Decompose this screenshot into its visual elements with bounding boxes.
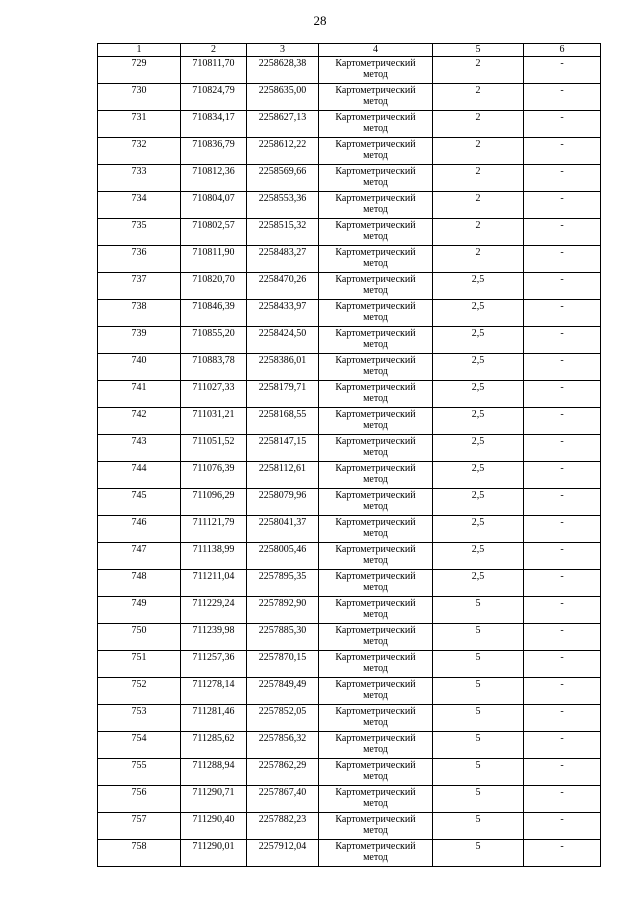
column-header: 3 <box>247 44 319 57</box>
method-line-1: Картометрический <box>335 220 416 231</box>
method-line-2: метод <box>363 177 388 188</box>
method-line-2: метод <box>363 474 388 485</box>
method-line-1: Картометрический <box>335 436 416 447</box>
point-number-cell: 749 <box>98 597 181 624</box>
method-line-1: Картометрический <box>335 733 416 744</box>
table-row <box>98 219 601 246</box>
point-number-cell: 731 <box>98 111 181 138</box>
point-number-cell: 747 <box>98 543 181 570</box>
point-number-cell: 750 <box>98 624 181 651</box>
accuracy-cell: 5 <box>433 840 524 867</box>
coordinate-y-cell: 2257885,30 <box>247 624 319 651</box>
method-line-1: Картометрический <box>335 652 416 663</box>
coordinate-y-cell: 2258005,46 <box>247 543 319 570</box>
method-cell <box>319 381 433 408</box>
coordinate-x-cell: 710804,07 <box>181 192 247 219</box>
accuracy-cell: 2 <box>433 138 524 165</box>
table-row <box>98 840 601 867</box>
coordinate-y-cell: 2258079,96 <box>247 489 319 516</box>
point-number-cell: 753 <box>98 705 181 732</box>
method-line-1: Картометрический <box>335 166 416 177</box>
coordinate-y-cell: 2258553,36 <box>247 192 319 219</box>
point-number-cell: 758 <box>98 840 181 867</box>
accuracy-cell: 2,5 <box>433 489 524 516</box>
method-line-2: метод <box>363 231 388 242</box>
method-cell <box>319 84 433 111</box>
method-line-1: Картометрический <box>335 463 416 474</box>
coordinate-x-cell: 711031,21 <box>181 408 247 435</box>
method-line-2: метод <box>363 609 388 620</box>
table-row <box>98 300 601 327</box>
coordinate-x-cell: 711290,01 <box>181 840 247 867</box>
method-line-2: метод <box>363 150 388 161</box>
accuracy-cell: 5 <box>433 813 524 840</box>
method-line-1: Картометрический <box>335 355 416 366</box>
method-line-2: метод <box>363 285 388 296</box>
note-cell: - <box>524 543 601 570</box>
coordinate-y-cell: 2258612,22 <box>247 138 319 165</box>
point-number-cell: 757 <box>98 813 181 840</box>
note-cell: - <box>524 327 601 354</box>
table-row <box>98 624 601 651</box>
coordinate-x-cell: 711211,04 <box>181 570 247 597</box>
coordinate-x-cell: 710802,57 <box>181 219 247 246</box>
table-row <box>98 273 601 300</box>
coordinate-y-cell: 2258041,37 <box>247 516 319 543</box>
coordinate-x-cell: 711229,24 <box>181 597 247 624</box>
note-cell: - <box>524 84 601 111</box>
method-cell <box>319 462 433 489</box>
note-cell: - <box>524 624 601 651</box>
point-number-cell: 744 <box>98 462 181 489</box>
method-cell <box>319 354 433 381</box>
table-row <box>98 408 601 435</box>
accuracy-cell: 2 <box>433 192 524 219</box>
table-row <box>98 57 601 84</box>
coordinate-x-cell: 711281,46 <box>181 705 247 732</box>
coordinate-y-cell: 2258483,27 <box>247 246 319 273</box>
coordinate-x-cell: 710836,79 <box>181 138 247 165</box>
method-line-1: Картометрический <box>335 625 416 636</box>
accuracy-cell: 2 <box>433 84 524 111</box>
table-row <box>98 462 601 489</box>
coordinate-x-cell: 711138,99 <box>181 543 247 570</box>
method-cell <box>319 705 433 732</box>
method-line-2: метод <box>363 258 388 269</box>
table-row <box>98 651 601 678</box>
point-number-cell: 730 <box>98 84 181 111</box>
coordinate-x-cell: 711051,52 <box>181 435 247 462</box>
method-cell <box>319 570 433 597</box>
method-line-2: метод <box>363 690 388 701</box>
table-header-row <box>98 44 601 57</box>
point-number-cell: 736 <box>98 246 181 273</box>
coordinate-x-cell: 711121,79 <box>181 516 247 543</box>
coordinate-x-cell: 711278,14 <box>181 678 247 705</box>
coordinate-x-cell: 710883,78 <box>181 354 247 381</box>
table-row <box>98 138 601 165</box>
coordinate-y-cell: 2258179,71 <box>247 381 319 408</box>
method-line-2: метод <box>363 528 388 539</box>
table-row <box>98 705 601 732</box>
coordinate-y-cell: 2257856,32 <box>247 732 319 759</box>
point-number-cell: 741 <box>98 381 181 408</box>
note-cell: - <box>524 732 601 759</box>
table-row <box>98 165 601 192</box>
method-line-2: метод <box>363 393 388 404</box>
coordinate-x-cell: 711076,39 <box>181 462 247 489</box>
table-row <box>98 246 601 273</box>
method-cell <box>319 300 433 327</box>
coordinate-x-cell: 710824,79 <box>181 84 247 111</box>
method-line-2: метод <box>363 555 388 566</box>
table-row <box>98 489 601 516</box>
method-line-2: метод <box>363 339 388 350</box>
method-cell <box>319 678 433 705</box>
note-cell: - <box>524 57 601 84</box>
method-line-1: Картометрический <box>335 382 416 393</box>
coordinate-y-cell: 2257867,40 <box>247 786 319 813</box>
table-row <box>98 570 601 597</box>
coordinate-y-cell: 2258635,00 <box>247 84 319 111</box>
column-header: 1 <box>98 44 181 57</box>
note-cell: - <box>524 516 601 543</box>
method-cell <box>319 435 433 462</box>
note-cell: - <box>524 651 601 678</box>
accuracy-cell: 5 <box>433 732 524 759</box>
method-cell <box>319 759 433 786</box>
coordinate-y-cell: 2258147,15 <box>247 435 319 462</box>
note-cell: - <box>524 354 601 381</box>
coordinate-x-cell: 710820,70 <box>181 273 247 300</box>
coordinate-x-cell: 711290,71 <box>181 786 247 813</box>
note-cell: - <box>524 165 601 192</box>
coordinate-y-cell: 2258470,26 <box>247 273 319 300</box>
method-cell <box>319 543 433 570</box>
note-cell: - <box>524 435 601 462</box>
method-cell <box>319 327 433 354</box>
method-line-2: метод <box>363 312 388 323</box>
note-cell: - <box>524 192 601 219</box>
accuracy-cell: 5 <box>433 624 524 651</box>
method-line-1: Картометрический <box>335 85 416 96</box>
point-number-cell: 743 <box>98 435 181 462</box>
accuracy-cell: 2 <box>433 111 524 138</box>
accuracy-cell: 2,5 <box>433 354 524 381</box>
note-cell: - <box>524 138 601 165</box>
coordinate-x-cell: 711285,62 <box>181 732 247 759</box>
coordinate-x-cell: 710812,36 <box>181 165 247 192</box>
method-line-2: метод <box>363 204 388 215</box>
coordinate-x-cell: 711027,33 <box>181 381 247 408</box>
method-cell <box>319 273 433 300</box>
note-cell: - <box>524 273 601 300</box>
note-cell: - <box>524 570 601 597</box>
column-header: 4 <box>319 44 433 57</box>
method-line-1: Картометрический <box>335 112 416 123</box>
table-row <box>98 435 601 462</box>
point-number-cell: 729 <box>98 57 181 84</box>
method-line-2: метод <box>363 582 388 593</box>
accuracy-cell: 5 <box>433 786 524 813</box>
coordinate-x-cell: 710834,17 <box>181 111 247 138</box>
method-line-1: Картометрический <box>335 517 416 528</box>
method-cell <box>319 732 433 759</box>
method-line-1: Картометрический <box>335 58 416 69</box>
method-line-1: Картометрический <box>335 706 416 717</box>
method-cell <box>319 57 433 84</box>
point-number-cell: 755 <box>98 759 181 786</box>
note-cell: - <box>524 462 601 489</box>
point-number-cell: 738 <box>98 300 181 327</box>
note-cell: - <box>524 759 601 786</box>
point-number-cell: 754 <box>98 732 181 759</box>
method-cell <box>319 651 433 678</box>
coordinate-x-cell: 710846,39 <box>181 300 247 327</box>
note-cell: - <box>524 786 601 813</box>
table-row <box>98 84 601 111</box>
method-line-2: метод <box>363 501 388 512</box>
table-row <box>98 543 601 570</box>
point-number-cell: 746 <box>98 516 181 543</box>
method-line-1: Картометрический <box>335 598 416 609</box>
note-cell: - <box>524 381 601 408</box>
method-cell <box>319 489 433 516</box>
coordinate-y-cell: 2257862,29 <box>247 759 319 786</box>
method-cell <box>319 516 433 543</box>
method-line-1: Картометрический <box>335 571 416 582</box>
accuracy-cell: 2,5 <box>433 462 524 489</box>
coordinate-y-cell: 2258627,13 <box>247 111 319 138</box>
method-cell <box>319 840 433 867</box>
point-number-cell: 751 <box>98 651 181 678</box>
table-row <box>98 516 601 543</box>
note-cell: - <box>524 678 601 705</box>
column-header: 5 <box>433 44 524 57</box>
accuracy-cell: 2,5 <box>433 408 524 435</box>
coordinate-y-cell: 2257870,15 <box>247 651 319 678</box>
coordinate-y-cell: 2258433,97 <box>247 300 319 327</box>
accuracy-cell: 5 <box>433 705 524 732</box>
coordinate-y-cell: 2258386,01 <box>247 354 319 381</box>
method-cell <box>319 624 433 651</box>
method-line-1: Картометрический <box>335 814 416 825</box>
method-line-2: метод <box>363 852 388 863</box>
accuracy-cell: 5 <box>433 678 524 705</box>
coordinate-y-cell: 2257852,05 <box>247 705 319 732</box>
table-row <box>98 597 601 624</box>
coordinates-table <box>97 43 601 867</box>
method-line-1: Картометрический <box>335 193 416 204</box>
accuracy-cell: 5 <box>433 651 524 678</box>
point-number-cell: 756 <box>98 786 181 813</box>
method-line-1: Картометрический <box>335 409 416 420</box>
coordinate-x-cell: 711239,98 <box>181 624 247 651</box>
method-line-2: метод <box>363 825 388 836</box>
note-cell: - <box>524 300 601 327</box>
coordinate-y-cell: 2257892,90 <box>247 597 319 624</box>
note-cell: - <box>524 246 601 273</box>
method-cell <box>319 165 433 192</box>
note-cell: - <box>524 489 601 516</box>
method-cell <box>319 786 433 813</box>
coordinate-y-cell: 2257912,04 <box>247 840 319 867</box>
table-row <box>98 786 601 813</box>
note-cell: - <box>524 111 601 138</box>
method-line-1: Картометрический <box>335 787 416 798</box>
method-cell <box>319 192 433 219</box>
method-line-1: Картометрический <box>335 490 416 501</box>
column-header: 6 <box>524 44 601 57</box>
coordinate-y-cell: 2258628,38 <box>247 57 319 84</box>
accuracy-cell: 5 <box>433 759 524 786</box>
coordinate-x-cell: 711290,40 <box>181 813 247 840</box>
coordinate-y-cell: 2258168,55 <box>247 408 319 435</box>
table-row <box>98 813 601 840</box>
accuracy-cell: 2,5 <box>433 300 524 327</box>
method-line-1: Картометрический <box>335 274 416 285</box>
note-cell: - <box>524 840 601 867</box>
coordinate-y-cell: 2257895,35 <box>247 570 319 597</box>
method-line-1: Картометрический <box>335 679 416 690</box>
table-row <box>98 192 601 219</box>
table-row <box>98 354 601 381</box>
accuracy-cell: 2,5 <box>433 273 524 300</box>
method-line-1: Картометрический <box>335 760 416 771</box>
coordinate-x-cell: 710811,70 <box>181 57 247 84</box>
point-number-cell: 745 <box>98 489 181 516</box>
coordinate-x-cell: 710811,90 <box>181 246 247 273</box>
method-line-2: метод <box>363 717 388 728</box>
column-header: 2 <box>181 44 247 57</box>
method-cell <box>319 219 433 246</box>
coordinate-y-cell: 2258569,66 <box>247 165 319 192</box>
table-row <box>98 111 601 138</box>
method-line-2: метод <box>363 771 388 782</box>
coordinate-y-cell: 2258112,61 <box>247 462 319 489</box>
method-line-2: метод <box>363 744 388 755</box>
point-number-cell: 740 <box>98 354 181 381</box>
method-line-2: метод <box>363 447 388 458</box>
coordinate-x-cell: 710855,20 <box>181 327 247 354</box>
accuracy-cell: 2 <box>433 219 524 246</box>
accuracy-cell: 2 <box>433 57 524 84</box>
point-number-cell: 733 <box>98 165 181 192</box>
accuracy-cell: 2,5 <box>433 543 524 570</box>
method-cell <box>319 813 433 840</box>
method-line-2: метод <box>363 123 388 134</box>
accuracy-cell: 2 <box>433 246 524 273</box>
method-line-1: Картометрический <box>335 544 416 555</box>
point-number-cell: 742 <box>98 408 181 435</box>
coordinate-x-cell: 711096,29 <box>181 489 247 516</box>
coordinate-x-cell: 711288,94 <box>181 759 247 786</box>
note-cell: - <box>524 408 601 435</box>
method-cell <box>319 597 433 624</box>
method-line-2: метод <box>363 798 388 809</box>
point-number-cell: 732 <box>98 138 181 165</box>
point-number-cell: 739 <box>98 327 181 354</box>
method-cell <box>319 111 433 138</box>
page-number: 28 <box>313 13 327 28</box>
method-line-1: Картометрический <box>335 841 416 852</box>
accuracy-cell: 2,5 <box>433 381 524 408</box>
note-cell: - <box>524 813 601 840</box>
accuracy-cell: 2,5 <box>433 516 524 543</box>
point-number-cell: 734 <box>98 192 181 219</box>
method-line-1: Картометрический <box>335 301 416 312</box>
accuracy-cell: 2,5 <box>433 570 524 597</box>
coordinate-x-cell: 711257,36 <box>181 651 247 678</box>
table-row <box>98 678 601 705</box>
note-cell: - <box>524 219 601 246</box>
point-number-cell: 737 <box>98 273 181 300</box>
table-body <box>98 57 601 867</box>
method-line-2: метод <box>363 96 388 107</box>
accuracy-cell: 5 <box>433 597 524 624</box>
table-row <box>98 732 601 759</box>
point-number-cell: 752 <box>98 678 181 705</box>
point-number-cell: 748 <box>98 570 181 597</box>
method-line-2: метод <box>363 420 388 431</box>
method-line-1: Картометрический <box>335 139 416 150</box>
table-row <box>98 381 601 408</box>
method-line-2: метод <box>363 636 388 647</box>
accuracy-cell: 2,5 <box>433 327 524 354</box>
method-cell <box>319 408 433 435</box>
accuracy-cell: 2,5 <box>433 435 524 462</box>
accuracy-cell: 2 <box>433 165 524 192</box>
point-number-cell: 735 <box>98 219 181 246</box>
coordinate-y-cell: 2258424,50 <box>247 327 319 354</box>
note-cell: - <box>524 705 601 732</box>
coordinate-y-cell: 2258515,32 <box>247 219 319 246</box>
coordinate-y-cell: 2257882,23 <box>247 813 319 840</box>
method-line-1: Картометрический <box>335 328 416 339</box>
method-line-2: метод <box>363 366 388 377</box>
method-line-1: Картометрический <box>335 247 416 258</box>
method-line-2: метод <box>363 663 388 674</box>
method-line-2: метод <box>363 69 388 80</box>
note-cell: - <box>524 597 601 624</box>
method-cell <box>319 246 433 273</box>
table-row <box>98 759 601 786</box>
method-cell <box>319 138 433 165</box>
table-row <box>98 327 601 354</box>
coordinate-y-cell: 2257849,49 <box>247 678 319 705</box>
